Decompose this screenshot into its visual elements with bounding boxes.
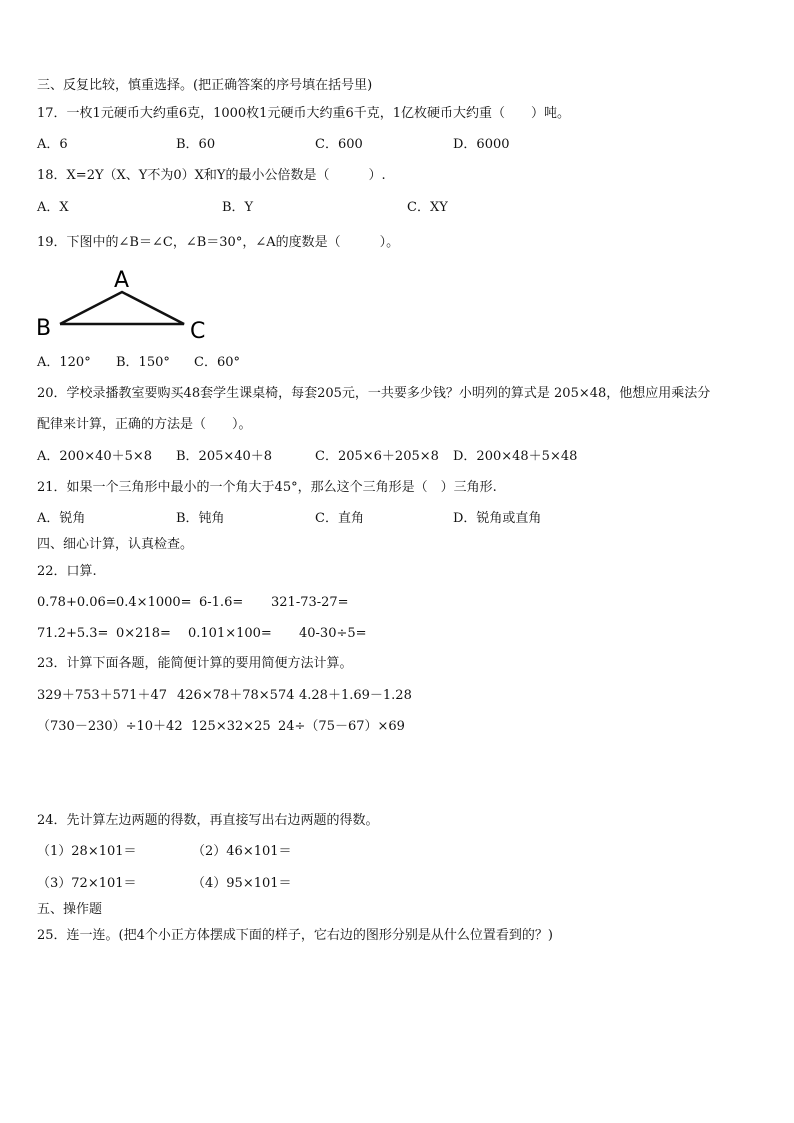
q18-option-c: C．XY [407,200,448,215]
q23-expression: （730－230）÷10＋42 [37,719,183,734]
question-20-text-line1: 20．学校录播教室要购买48套学生课桌椅，每套205元，一共要多少钱？小明列的算式是 205×48，他想应用乘法分 [37,386,711,401]
section-3-heading: 三、反复比较，慎重选择。(把正确答案的序号填在括号里) [37,78,373,93]
q18-option-b: B．Y [222,200,254,215]
question-20-text-line2: 配律来计算，正确的方法是（ ）。 [37,417,252,432]
q19-option-a: A．120° [37,355,91,370]
q24-item: （2）46×101＝ [192,844,292,859]
question-25-text: 25．连一连。(把4个小正方体摆成下面的样子，它右边的图形分别是从什么位置看到的？) [37,928,553,943]
q21-option-c: C．直角 [315,511,364,526]
q17-option-d: D．6000 [453,137,510,152]
q21-option-b: B．钝角 [176,511,225,526]
section-4-heading: 四、细心计算，认真检查。 [37,537,194,552]
q23-expression: 125×32×25 [191,719,271,734]
q22-item: 0×218= [116,626,171,641]
q19-option-b: B．150° [116,355,170,370]
section-5-heading: 五、操作题 [37,902,103,917]
q20-option-b: B．205×40＋8 [176,449,273,464]
q20-option-c: C．205×6＋205×8 [315,449,439,464]
q22-item: 40-30÷5= [299,626,367,641]
q21-option-a: A．锐角 [37,511,86,526]
question-17-text: 17．一枚1元硬币大约重6克，1000枚1元硬币大约重6千克，1亿枚硬币大约重（ ）吨。 [37,106,570,121]
q22-item: 71.2+5.3= [37,626,109,641]
question-18-text: 18．X=2Y（X、Y不为0）X和Y的最小公倍数是（ ）. [37,168,386,183]
q22-item: 6-1.6= [199,595,244,610]
q17-option-a: A．6 [37,137,68,152]
q23-expression: 426×78＋78×574 [177,688,295,703]
q24-item: （1）28×101＝ [37,844,137,859]
question-23-text: 23．计算下面各题，能简便计算的要用简便方法计算。 [37,656,353,671]
triangle-outline [60,292,184,324]
vertex-label-a: A [114,268,130,293]
q23-expression: 329＋753＋571＋47 [37,688,167,703]
q18-option-a: A．X [37,200,69,215]
question-21-text: 21．如果一个三角形中最小的一个角大于45°，那么这个三角形是（ ）三角形. [37,480,497,495]
q20-option-a: A．200×40＋5×8 [37,449,153,464]
vertex-label-b: B [36,316,52,341]
question-24-text: 24．先计算左边两题的得数，再直接写出右边两题的得数。 [37,813,379,828]
q24-item: （3）72×101＝ [37,876,137,891]
triangle-figure [30,262,220,344]
question-22-text: 22．口算. [37,564,97,579]
q21-option-d: D．锐角或直角 [453,511,542,526]
q22-item: 0.101×100= [188,626,272,641]
q17-option-c: C．600 [315,137,363,152]
q22-item: 0.78+0.06= [37,595,117,610]
q23-expression: 24÷（75－67）×69 [278,719,405,734]
q23-expression: 4.28＋1.69－1.28 [299,688,412,703]
q22-item: 321-73-27= [271,595,349,610]
q24-item: （4）95×101＝ [192,876,292,891]
q19-option-c: C．60° [194,355,240,370]
q22-item: 0.4×1000= [116,595,192,610]
vertex-label-c: C [190,319,206,344]
q20-option-d: D．200×48＋5×48 [453,449,578,464]
q17-option-b: B．60 [176,137,216,152]
question-19-text: 19．下图中的∠B＝∠C，∠B＝30°，∠A的度数是（ ）。 [37,235,400,250]
